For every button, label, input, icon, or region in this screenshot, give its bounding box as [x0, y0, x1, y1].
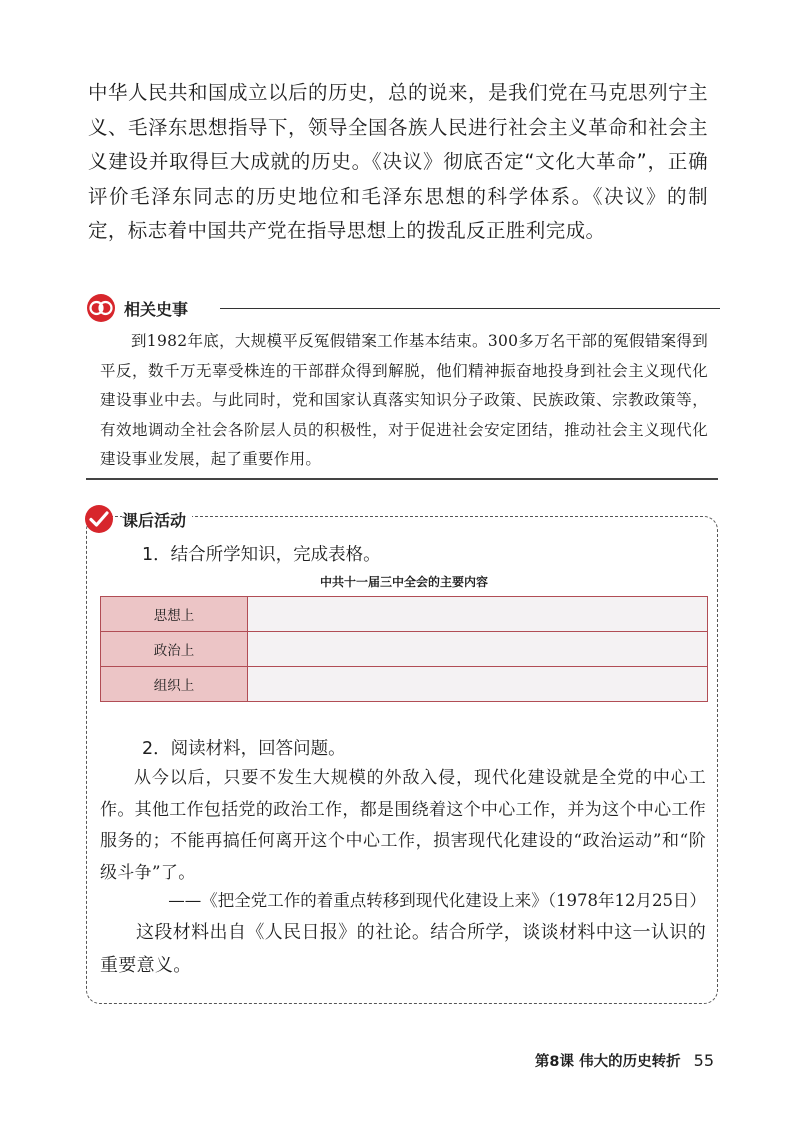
activity-title: 课后活动 — [122, 508, 192, 531]
table-row — [101, 597, 708, 632]
table-answer-cell[interactable] — [248, 597, 708, 632]
quote-text: 从今以后，只要不发生大规模的外敌入侵，现代化建设就是全党的中心工作。其他工作包括党的政治工作，都是围绕着这个中心工作，并为这个中心工作服务的；不能再搞任何离开这个中心工作，损害现代化建设的“政治运动”和“阶级斗争”了。 — [100, 768, 706, 883]
related-history-header — [86, 293, 720, 323]
page-footer — [490, 1050, 714, 1071]
section-bottom-rule — [86, 478, 718, 480]
intro-paragraph: 中华人民共和国成立以后的历史，总的说来，是我们党在马克思列宁主义、毛泽东思想指导下，领导全国各族人民进行社会主义革命和社会主义建设并取得巨大成就的历史。《决议》彻底否定“文化大革命”，正确评价毛泽东同志的历史地位和毛泽东思想的科学体系。《决议》的制定，标志着中国共产党在指导思想上的拨乱反正胜利完成。 — [88, 81, 708, 242]
table-row-label: 思想上 — [101, 597, 248, 632]
section-divider — [220, 308, 720, 309]
table-row — [101, 632, 708, 667]
table-row-label: 组织上 — [101, 667, 248, 702]
check-mark-icon — [84, 504, 114, 534]
page-number: 55 — [693, 1051, 714, 1070]
content-table — [100, 596, 708, 702]
table-row-label: 政治上 — [101, 632, 248, 667]
related-history-icon — [86, 293, 116, 323]
table-row — [101, 667, 708, 702]
question-2: 2．阅读材料，回答问题。 — [142, 739, 346, 759]
lesson-title: 伟大的历史转折 — [579, 1054, 681, 1070]
question-instruction: 这段材料出自《人民日报》的社论。结合所学，谈谈材料中这一认识的重要意义。 — [100, 922, 706, 976]
question-1: 1．结合所学知识，完成表格。 — [142, 545, 381, 565]
related-history-text: 到1982年底，大规模平反冤假错案工作基本结束。300多万名干部的冤假错案得到平反，数千万无辜受株连的干部群众得到解脱，他们精神振奋地投身到社会主义现代化建设事业中去。与此同时，党和国家认真落实知识分子政策、民族政策、宗教政策等，有效地调动全社会各阶层人员的积极性，对于促进社会安定团结，推动社会主义现代化建设事业发展，起了重要作用。 — [100, 332, 708, 468]
related-history-title: 相关史事 — [124, 300, 189, 319]
table-answer-cell[interactable] — [248, 632, 708, 667]
table-title: 中共十一届三中全会的主要内容 — [319, 575, 488, 589]
table-answer-cell[interactable] — [248, 667, 708, 702]
lesson-number: 第8课 — [534, 1054, 575, 1070]
quote-source: ——《把全党工作的着重点转移到现代化建设上来》（1978年12月25日） — [168, 891, 706, 910]
